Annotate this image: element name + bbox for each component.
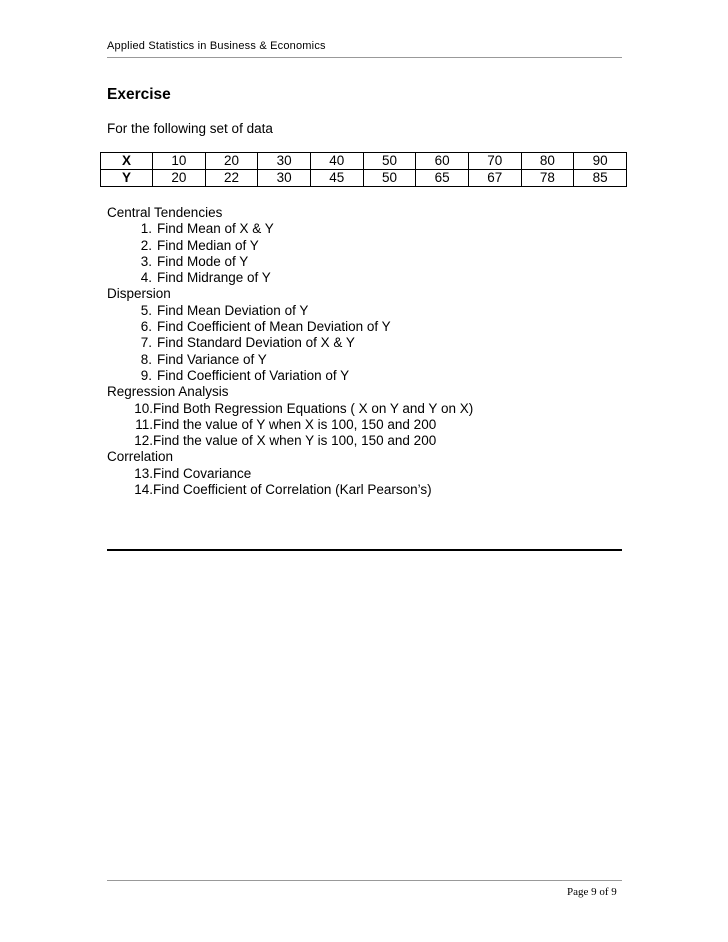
table-cell: 85 <box>574 170 627 187</box>
item-number: 9. <box>140 367 152 383</box>
list-item <box>107 319 473 335</box>
section-central-tendencies <box>107 205 473 286</box>
list-item <box>107 417 473 433</box>
list-item <box>107 482 473 498</box>
table-cell: 20 <box>205 153 258 170</box>
section-title: Dispersion <box>107 286 171 302</box>
item-number: 13. <box>134 465 153 481</box>
table-cell: 22 <box>205 170 258 187</box>
item-text: Find Mean Deviation of Y <box>157 302 309 318</box>
item-number: 7. <box>140 335 152 351</box>
item-text: Find Variance of Y <box>157 351 267 367</box>
item-number: 14. <box>134 482 153 498</box>
list-item <box>107 270 473 286</box>
item-number: 10. <box>134 400 153 416</box>
item-number: 11. <box>135 416 153 432</box>
item-text: Find Median of Y <box>157 237 259 253</box>
table-cell: 60 <box>416 153 469 170</box>
table-cell: 67 <box>468 170 521 187</box>
running-header: Applied Statistics in Business & Economics <box>107 40 326 52</box>
table-cell: 70 <box>468 153 521 170</box>
table-cell: 90 <box>574 153 627 170</box>
item-text: Find the value of X when Y is 100, 150 and 200 <box>153 433 437 449</box>
item-text: Find the value of Y when X is 100, 150 and 200 <box>153 416 437 432</box>
list-item <box>107 368 473 384</box>
footer-divider <box>107 880 622 881</box>
item-number: 2. <box>140 237 152 253</box>
item-text: Find Coefficient of Correlation (Karl Pearson’s) <box>153 482 432 498</box>
list-item <box>107 466 473 482</box>
list-item <box>107 335 473 351</box>
table-row-y <box>101 170 627 187</box>
section-regression-analysis <box>107 384 473 449</box>
section-title: Correlation <box>107 449 174 465</box>
list-item <box>107 221 473 237</box>
item-text: Find Coefficient of Mean Deviation of Y <box>157 319 391 335</box>
item-number: 6. <box>140 319 152 335</box>
content-end-rule <box>107 549 622 551</box>
list-item <box>107 238 473 254</box>
item-number: 8. <box>140 351 152 367</box>
exercise-list <box>107 205 473 498</box>
item-number: 5. <box>140 302 152 318</box>
table-cell: 45 <box>310 170 363 187</box>
table-cell: 50 <box>363 170 416 187</box>
table-cell: 65 <box>416 170 469 187</box>
row-label: X <box>101 153 153 170</box>
table-cell: 30 <box>258 153 311 170</box>
section-dispersion <box>107 286 473 384</box>
table-cell: 80 <box>521 153 574 170</box>
item-text: Find Coefficient of Variation of Y <box>157 367 350 383</box>
row-label: Y <box>101 170 153 187</box>
intro-text: For the following set of data <box>107 121 273 136</box>
list-item <box>107 303 473 319</box>
table-cell: 40 <box>310 153 363 170</box>
list-item <box>107 352 473 368</box>
item-text: Find Both Regression Equations ( X on Y and Y on X) <box>153 400 474 416</box>
list-item <box>107 254 473 270</box>
item-number: 1. <box>140 221 152 237</box>
list-item <box>107 433 473 449</box>
item-number: 12. <box>134 433 153 449</box>
table-row-x <box>101 153 627 170</box>
table-cell: 30 <box>258 170 311 187</box>
table-cell: 20 <box>153 170 206 187</box>
item-text: Find Mean of X & Y <box>157 221 274 237</box>
section-title: Central Tendencies <box>107 205 223 220</box>
item-text: Find Midrange of Y <box>157 270 271 286</box>
table-cell: 10 <box>153 153 206 170</box>
item-text: Find Mode of Y <box>157 253 249 269</box>
item-number: 4. <box>140 270 152 286</box>
item-text: Find Standard Deviation of X & Y <box>157 335 355 351</box>
list-item <box>107 401 473 417</box>
section-correlation <box>107 449 473 498</box>
item-number: 3. <box>140 253 152 269</box>
header-divider <box>107 57 622 58</box>
item-text: Find Covariance <box>153 465 252 481</box>
table-cell: 50 <box>363 153 416 170</box>
table-cell: 78 <box>521 170 574 187</box>
exercise-heading: Exercise <box>107 86 171 103</box>
page-number: Page 9 of 9 <box>567 886 617 898</box>
section-title: Regression Analysis <box>107 384 229 400</box>
data-table <box>100 152 627 187</box>
